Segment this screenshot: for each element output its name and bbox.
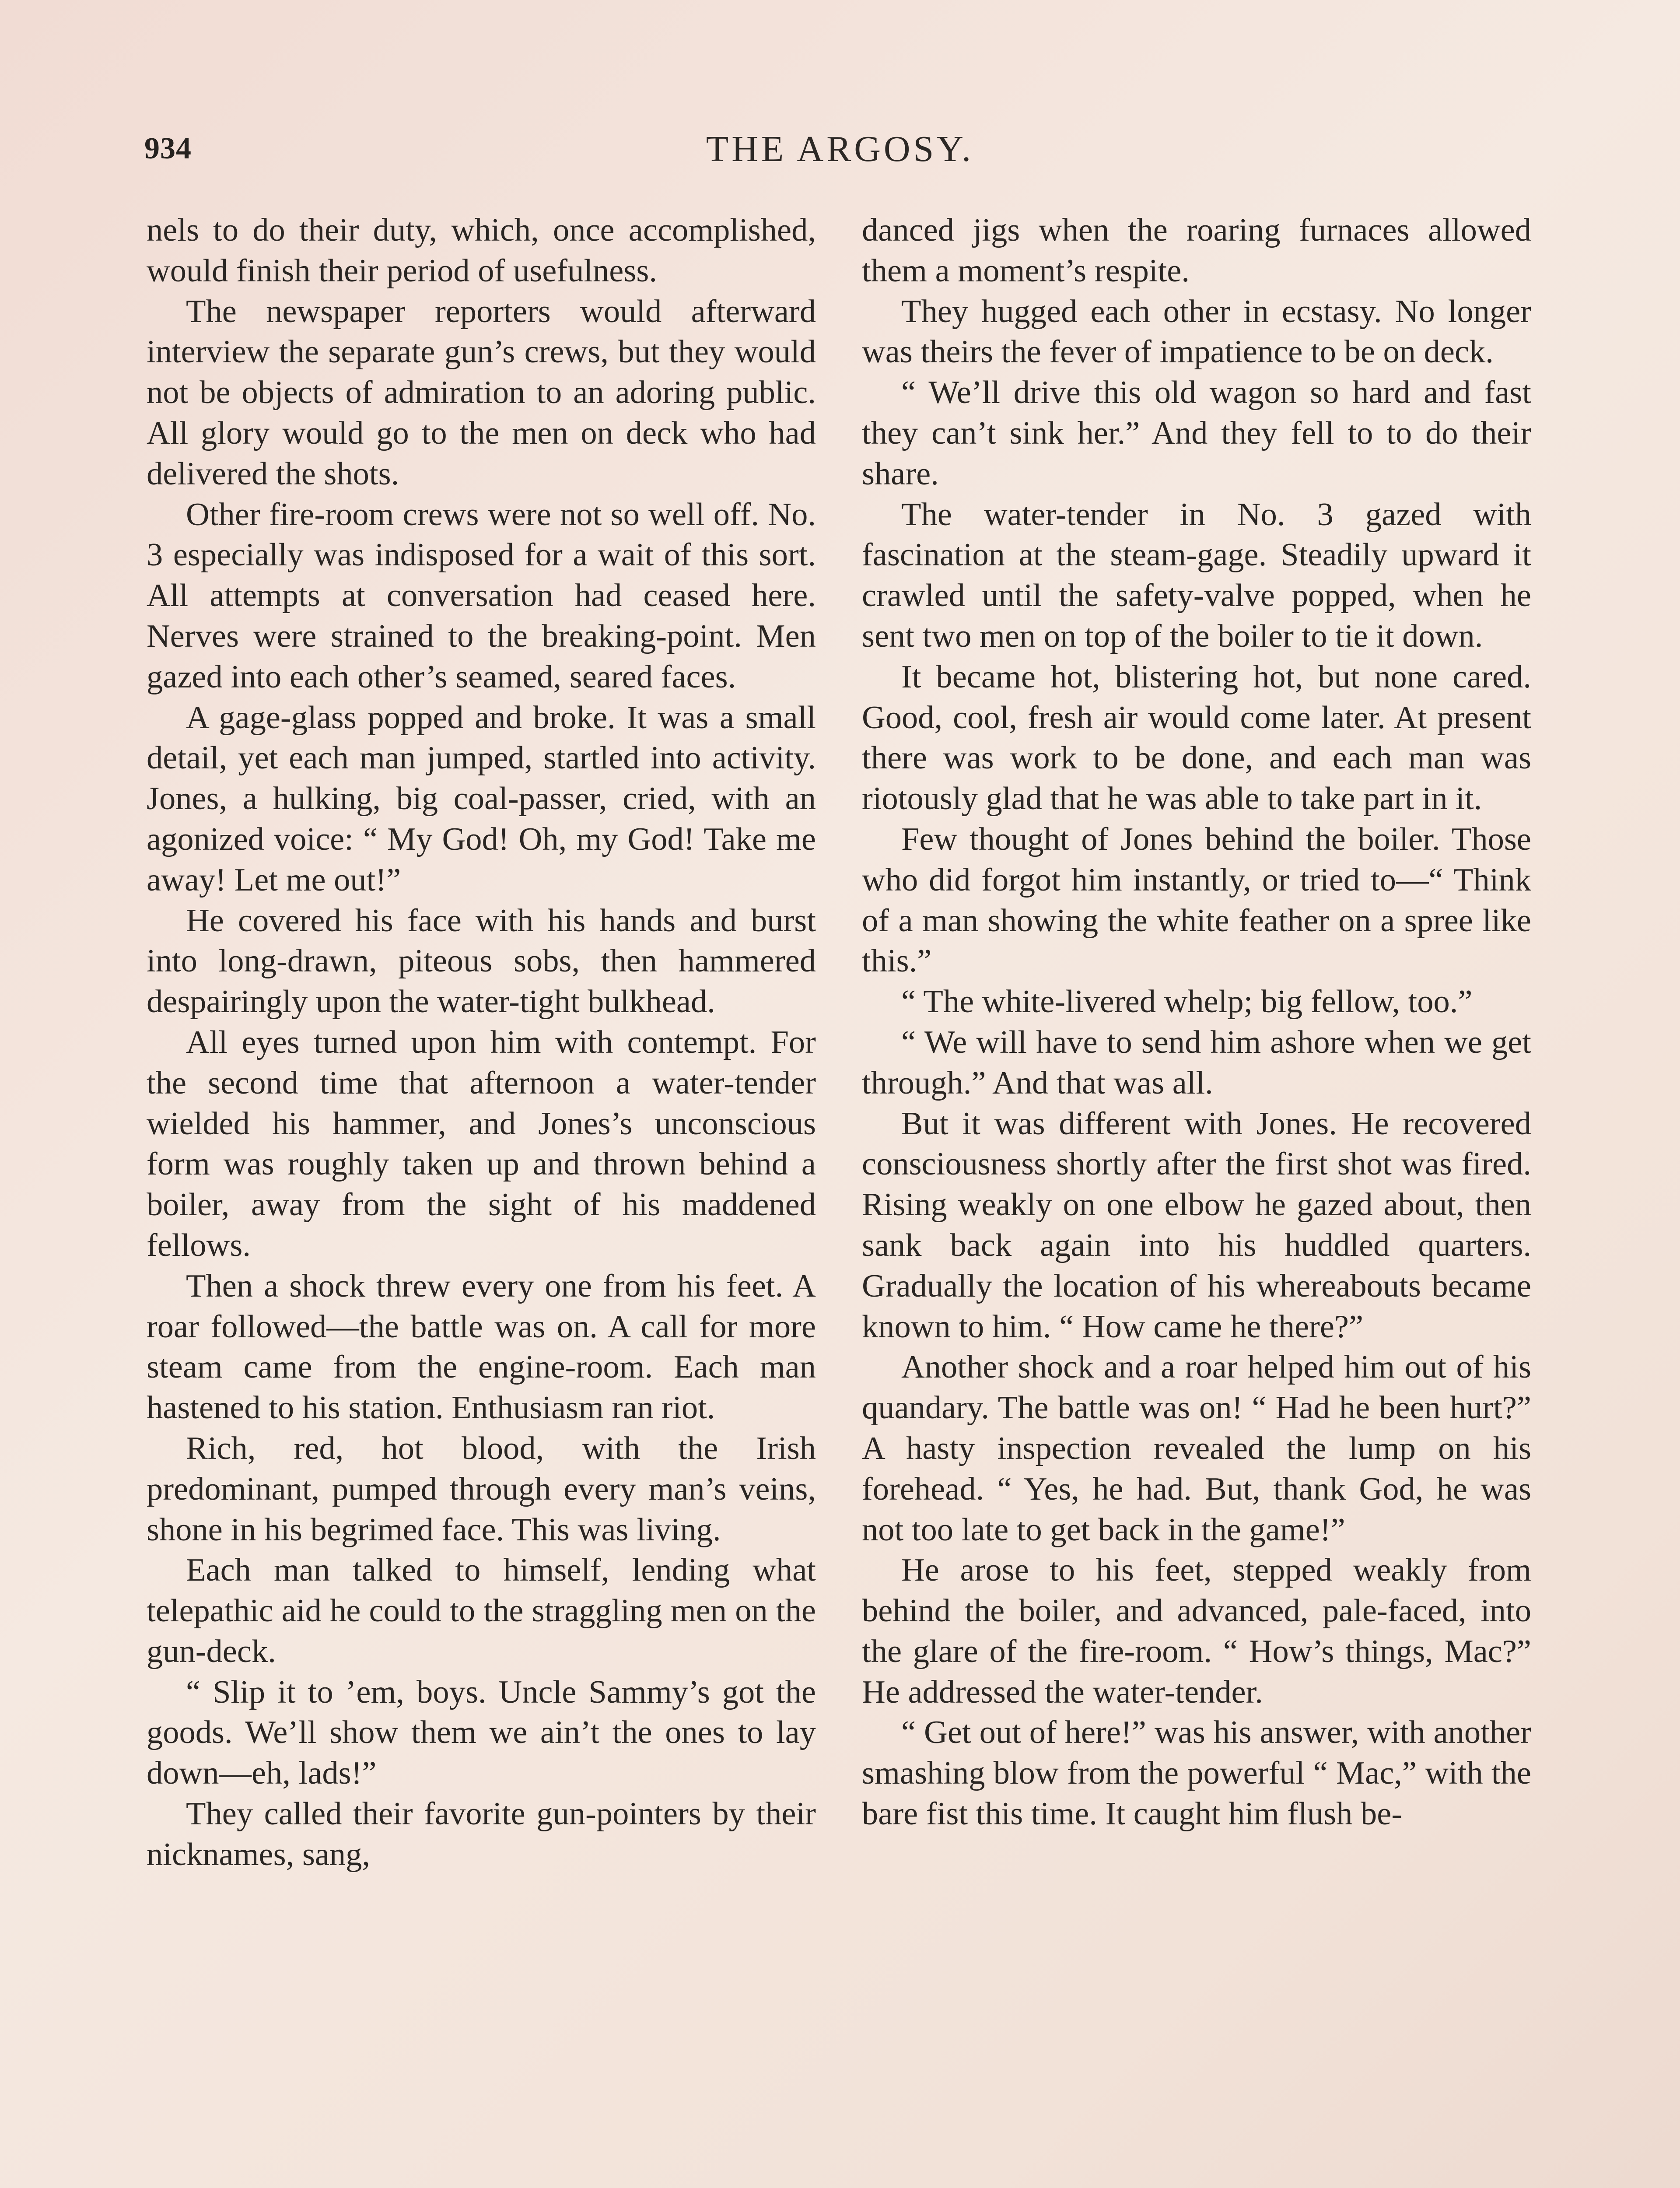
paragraph: Each man talked to himself, lending what telepathic aid he could to the straggling men on the gun-deck. [147, 1552, 816, 1669]
paragraph: It became hot, blistering hot, but none cared. Good, cool, fresh air would come later. At present there was work to be done, and each man was riotously glad that he was able to take part in it. [862, 659, 1531, 817]
paragraph: He arose to his feet, stepped weakly from behind the boiler, and advanced, pale-faced, into the glare of the fire-room. “ How’s things, Mac?” He addressed the water-tender. [862, 1552, 1531, 1710]
paragraph: Another shock and a roar helped him out of his quandary. The battle was on! “ Had he been hurt?” A hasty inspection revealed the lump on his forehead. “ Yes, he had. But, thank God, he was not too late to get back in the game!” [862, 1349, 1531, 1548]
paragraph: “ We will have to send him ashore when we get through.” And that was all. [862, 1024, 1531, 1101]
paragraph: “ We’ll drive this old wagon so hard and fast they can’t sink her.” And they fell to to do their share. [862, 375, 1531, 492]
paragraph: danced jigs when the roaring furnaces allowed them a moment’s respite. [862, 212, 1531, 289]
paragraph: “ The white-livered whelp; big fellow, too.” [901, 984, 1473, 1020]
paragraph: Rich, red, hot blood, with the Irish predominant, pumped through every man’s veins, shone in his begrimed face. This was living. [147, 1430, 816, 1548]
paragraph: They called their favorite gun-pointers by their nicknames, sang, [147, 1796, 816, 1872]
paragraph: “ Slip it to ’em, boys. Uncle Sammy’s got the goods. We’ll show them we ain’t the ones to lay down—eh, lads!” [147, 1674, 816, 1792]
paragraph: Few thought of Jones behind the boiler. Those who did forgot him instantly, or tried to—“ Think of a man showing the white feather on a spree like this.” [862, 821, 1531, 979]
left-column [147, 210, 816, 1875]
running-title: THE ARGOSY. [706, 129, 974, 169]
paragraph: They hugged each other in ecstasy. No longer was theirs the fever of impatience to be on deck. [862, 293, 1531, 370]
page-number: 934 [144, 132, 192, 165]
paragraph: “ Get out of here!” was his answer, with another smashing blow from the powerful “ Mac,” with the bare fist this time. It caught him flush be- [862, 1715, 1531, 1832]
paragraph: But it was different with Jones. He recovered consciousness shortly after the first shot was fired. Rising weakly on one elbow he gazed about, then sank back again into his huddled quarters. Gradually the location of his whereabouts became known to him. “ How came he there?” [862, 1105, 1531, 1345]
right-column [862, 210, 1531, 1834]
paragraph: He covered his face with his hands and burst into long-drawn, piteous sobs, then hammered despairingly upon the water-tight bulkhead. [147, 902, 816, 1020]
paragraph: All eyes turned upon him with contempt. For the second time that afternoon a water-tender wielded his hammer, and Jones’s unconscious form was roughly taken up and thrown behind a boiler, away from the sight of his maddened fellows. [147, 1024, 816, 1263]
paragraph: nels to do their duty, which, once accomplished, would finish their period of usefulness. [147, 212, 816, 289]
paragraph: Other fire-room crews were not so well off. No. 3 especially was indisposed for a wait of this sort. All attempts at conversation had ceased here. Nerves were strained to the breaking-point. Men gazed into each other’s seamed, seared faces. [147, 496, 816, 695]
paragraph: A gage-glass popped and broke. It was a small detail, yet each man jumped, startled into activity. Jones, a hulking, big coal-passer, cried, with an agonized voice: “ My God! Oh, my God! Take me away! Let me out!” [147, 699, 816, 898]
paragraph: The newspaper reporters would afterward interview the separate gun’s crews, but they would not be objects of admiration to an adoring public. All glory would go to the men on deck who had delivered the shots. [147, 293, 816, 492]
paragraph: The water-tender in No. 3 gazed with fascination at the steam-gage. Steadily upward it crawled until the safety-valve popped, when he sent two men on top of the boiler to tie it down. [862, 496, 1531, 654]
paragraph: Then a shock threw every one from his feet. A roar followed—the battle was on. A call for more steam came from the engine-room. Each man hastened to his station. Enthusiasm ran riot. [147, 1268, 816, 1426]
